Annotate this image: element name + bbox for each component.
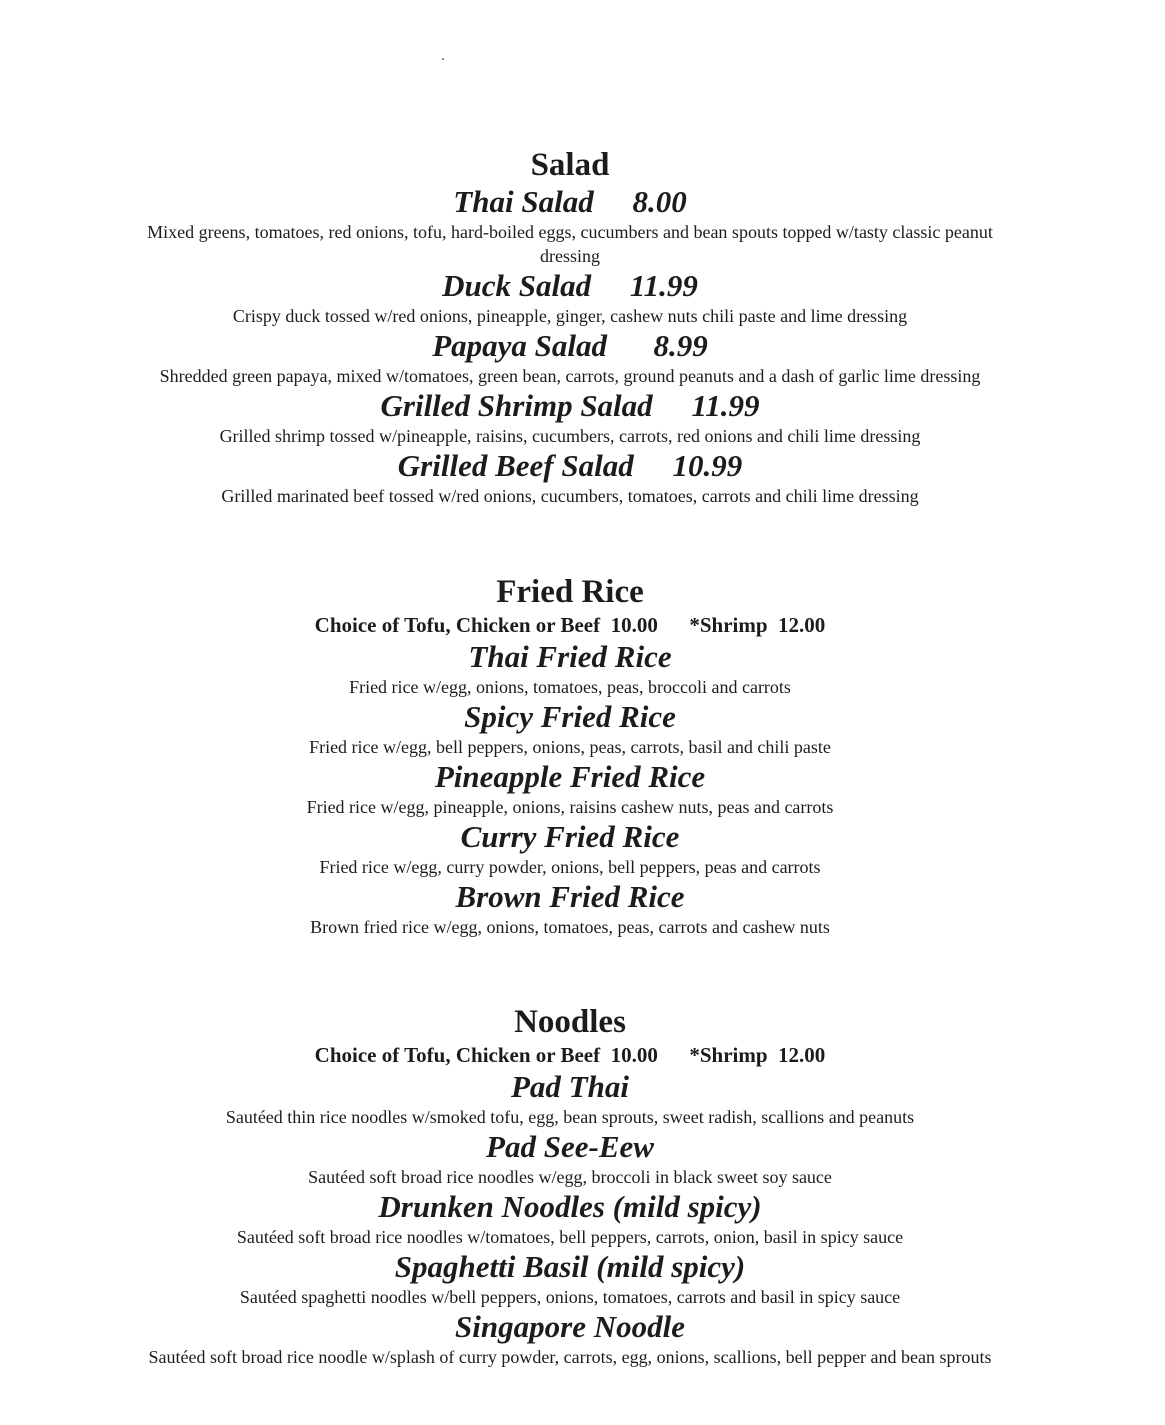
menu-item bbox=[120, 448, 1020, 508]
menu-item bbox=[120, 1129, 1020, 1189]
item-description: Fried rice w/egg, pineapple, onions, raisins cashew nuts, peas and carrots bbox=[306, 797, 834, 817]
menu-item bbox=[120, 328, 1020, 388]
item-description: Brown fried rice w/egg, onions, tomatoes, peas, carrots and cashew nuts bbox=[310, 917, 830, 937]
menu-item bbox=[120, 1309, 1020, 1369]
item-description: Shredded green papaya, mixed w/tomatoes, green bean, carrots, ground peanuts and a dash of garlic lime dressing bbox=[159, 366, 981, 386]
section-title: Noodles bbox=[514, 1004, 626, 1040]
protein-choice-line: Choice of Tofu, Chicken or Beef 10.00 *Shrimp 12.00 bbox=[314, 1043, 826, 1067]
item-name: Grilled Beef Salad bbox=[397, 448, 634, 483]
menu-item bbox=[120, 699, 1020, 759]
item-description: Fried rice w/egg, curry powder, onions, bell peppers, peas and carrots bbox=[319, 857, 821, 877]
item-heading bbox=[120, 184, 1020, 220]
section-title: Salad bbox=[530, 147, 610, 183]
item-heading bbox=[120, 388, 1020, 424]
item-description: Grilled marinated beef tossed w/red onions, cucumbers, tomatoes, carrots and chili lime dressing bbox=[221, 486, 919, 506]
item-description: Sautéed soft broad rice noodles w/tomatoes, bell peppers, carrots, onion, basil in spicy sauce bbox=[236, 1227, 904, 1247]
menu-item bbox=[120, 1189, 1020, 1249]
item-description: Grilled shrimp tossed w/pineapple, raisins, cucumbers, carrots, red onions and chili lime dressing bbox=[219, 426, 921, 446]
item-price: 8.00 bbox=[632, 184, 687, 219]
item-heading bbox=[120, 448, 1020, 484]
item-description: Sautéed thin rice noodles w/smoked tofu, egg, bean sprouts, sweet radish, scallions and peanuts bbox=[225, 1107, 915, 1127]
menu-item bbox=[120, 388, 1020, 448]
section-noodles bbox=[120, 1003, 1020, 1369]
item-description: Sautéed spaghetti noodles w/bell peppers, onions, tomatoes, carrots and basil in spicy sauce bbox=[239, 1287, 901, 1307]
menu-item bbox=[120, 184, 1020, 268]
menu-item bbox=[120, 759, 1020, 819]
protein-choice-line: Choice of Tofu, Chicken or Beef 10.00 *Shrimp 12.00 bbox=[314, 613, 826, 637]
item-name: Curry Fried Rice bbox=[460, 819, 680, 854]
item-name: Grilled Shrimp Salad bbox=[380, 388, 653, 423]
menu-item bbox=[120, 268, 1020, 328]
item-name: Singapore Noodle bbox=[455, 1309, 685, 1344]
item-name: Pad See-Eew bbox=[486, 1129, 654, 1164]
item-heading bbox=[120, 328, 1020, 364]
menu-item bbox=[120, 639, 1020, 699]
section-salad bbox=[120, 146, 1020, 508]
menu-item bbox=[120, 819, 1020, 879]
item-name: Pad Thai bbox=[511, 1069, 629, 1104]
scan-speck bbox=[442, 58, 444, 60]
item-name: Spicy Fried Rice bbox=[464, 699, 676, 734]
item-price: 8.99 bbox=[653, 328, 708, 363]
item-price: 11.99 bbox=[629, 268, 698, 303]
item-name: Thai Salad bbox=[453, 184, 594, 219]
menu-item bbox=[120, 1069, 1020, 1129]
item-description: Sautéed soft broad rice noodle w/splash of curry powder, carrots, egg, onions, scallions, bell pepper and bean sprouts bbox=[148, 1347, 992, 1367]
section-title: Fried Rice bbox=[496, 574, 644, 610]
item-description: Sautéed soft broad rice noodles w/egg, broccoli in black sweet soy sauce bbox=[308, 1167, 832, 1187]
item-name: Duck Salad bbox=[442, 268, 592, 303]
item-name: Spaghetti Basil (mild spicy) bbox=[394, 1249, 746, 1284]
item-description: Mixed greens, tomatoes, red onions, tofu, hard-boiled eggs, cucumbers and bean spouts topped w/tasty classic peanut dressing bbox=[147, 222, 993, 266]
item-description: Fried rice w/egg, bell peppers, onions, peas, carrots, basil and chili paste bbox=[309, 737, 831, 757]
item-price: 11.99 bbox=[691, 388, 760, 423]
item-name: Thai Fried Rice bbox=[468, 639, 672, 674]
item-description: Crispy duck tossed w/red onions, pineapple, ginger, cashew nuts chili paste and lime dressing bbox=[232, 306, 908, 326]
item-name: Brown Fried Rice bbox=[455, 879, 685, 914]
menu-item bbox=[120, 879, 1020, 939]
item-description: Fried rice w/egg, onions, tomatoes, peas, broccoli and carrots bbox=[349, 677, 791, 697]
section-fried-rice bbox=[120, 573, 1020, 939]
item-name: Drunken Noodles (mild spicy) bbox=[378, 1189, 762, 1224]
menu-item bbox=[120, 1249, 1020, 1309]
item-heading bbox=[120, 268, 1020, 304]
item-name: Pineapple Fried Rice bbox=[434, 759, 706, 794]
item-price: 10.99 bbox=[672, 448, 743, 483]
item-name: Papaya Salad bbox=[432, 328, 608, 363]
